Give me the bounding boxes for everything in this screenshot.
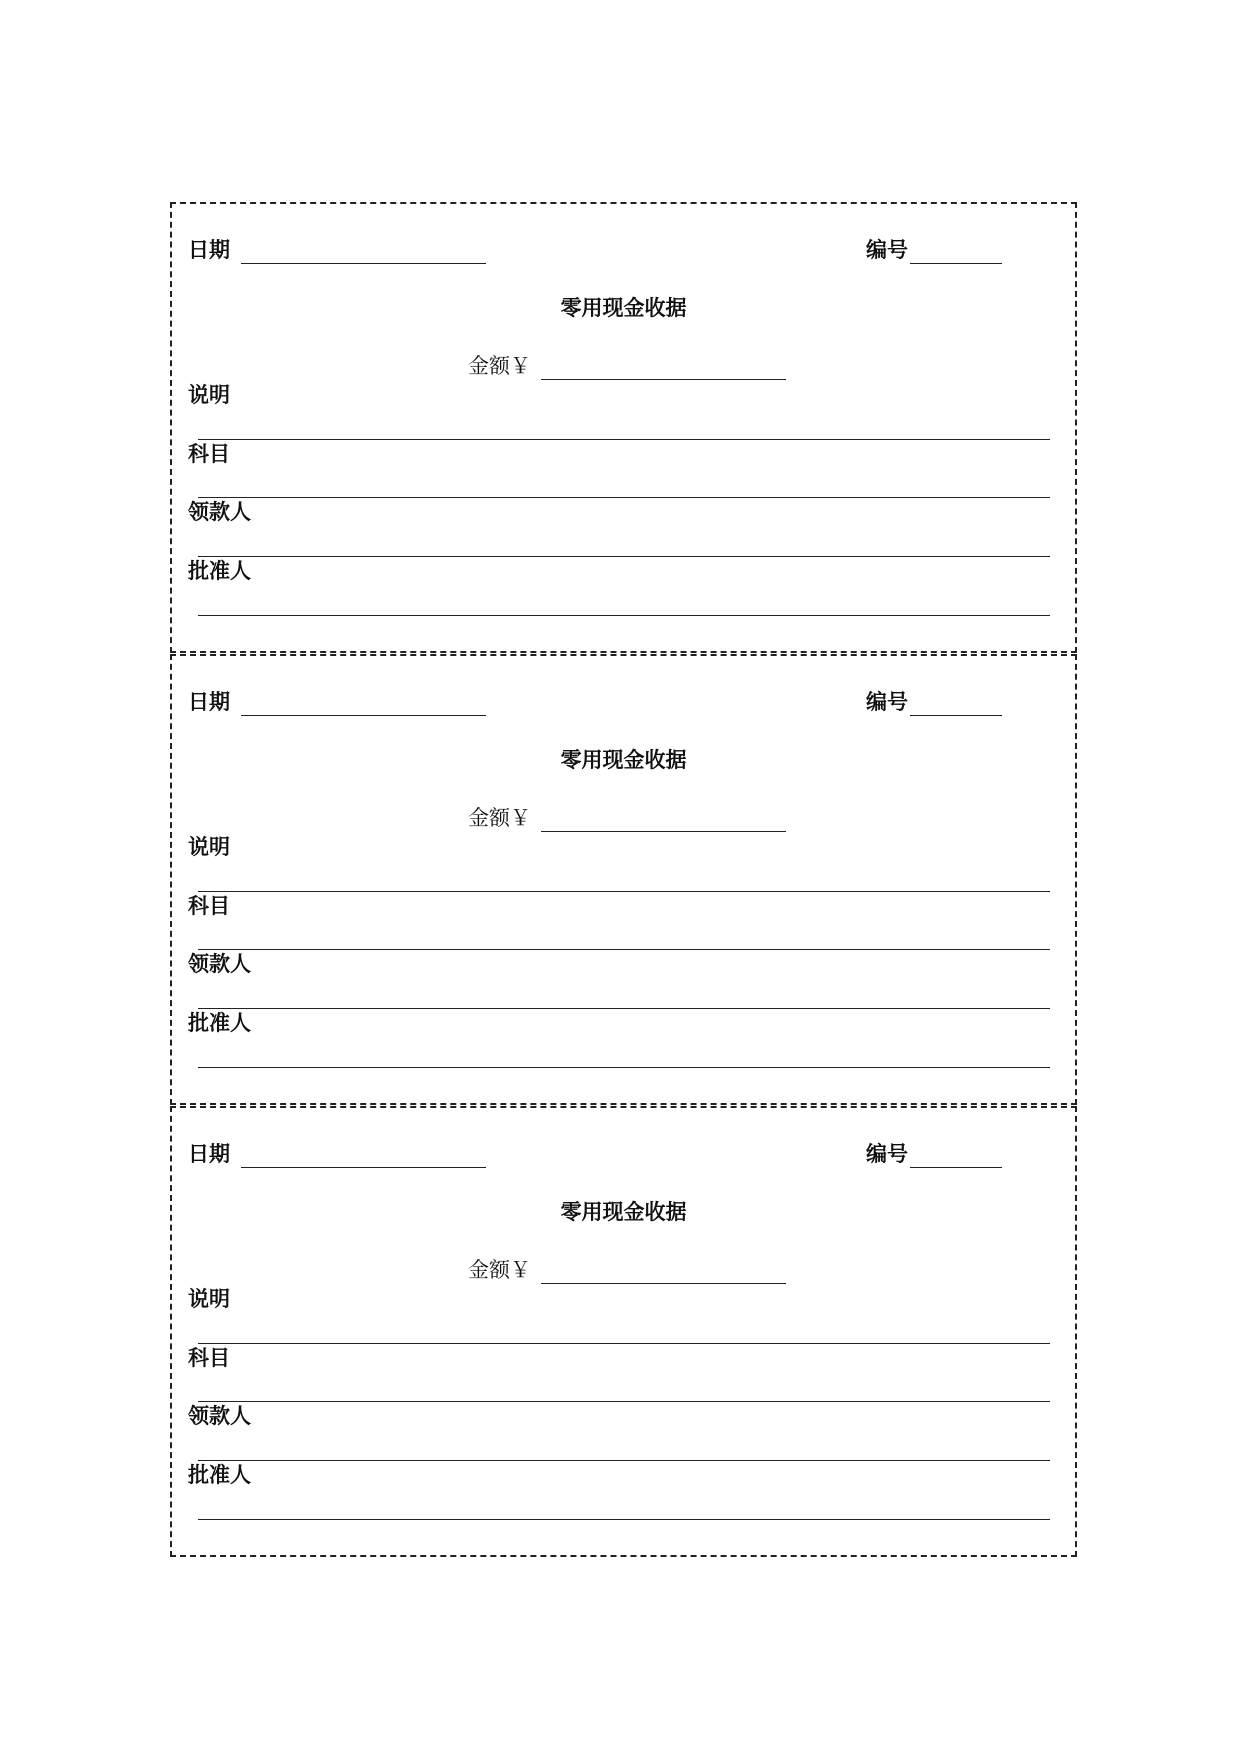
number-field-line[interactable]	[910, 263, 1002, 264]
amount-label: 金额￥	[468, 806, 531, 830]
date-label: 日期	[188, 690, 230, 714]
account-field-line[interactable]	[198, 949, 1050, 950]
approver-field-line[interactable]	[198, 1067, 1050, 1068]
date-field-line[interactable]	[241, 715, 486, 716]
date-label: 日期	[188, 1142, 230, 1166]
number-label: 编号	[866, 238, 908, 262]
payee-field-line[interactable]	[198, 1460, 1050, 1461]
payee-field-line[interactable]	[198, 1008, 1050, 1009]
description-field-line[interactable]	[198, 439, 1050, 440]
account-label: 科目	[188, 442, 230, 466]
account-field-line[interactable]	[198, 497, 1050, 498]
payee-label: 领款人	[188, 500, 251, 524]
receipt-title: 零用现金收据	[560, 1200, 687, 1224]
payee-field-line[interactable]	[198, 556, 1050, 557]
receipt-title: 零用现金收据	[560, 296, 687, 320]
amount-label: 金额￥	[468, 354, 531, 378]
payee-label: 领款人	[188, 952, 251, 976]
description-label: 说明	[188, 835, 230, 859]
payee-label: 领款人	[188, 1404, 251, 1428]
receipt-title: 零用现金收据	[560, 748, 687, 772]
approver-field-line[interactable]	[198, 1519, 1050, 1520]
date-field-line[interactable]	[241, 263, 486, 264]
approver-label: 批准人	[188, 559, 251, 583]
description-field-line[interactable]	[198, 891, 1050, 892]
approver-field-line[interactable]	[198, 615, 1050, 616]
approver-label: 批准人	[188, 1011, 251, 1035]
date-field-line[interactable]	[241, 1167, 486, 1168]
number-field-line[interactable]	[910, 1167, 1002, 1168]
description-label: 说明	[188, 1287, 230, 1311]
account-label: 科目	[188, 894, 230, 918]
amount-field-line[interactable]	[541, 1283, 786, 1284]
petty-cash-receipt	[170, 654, 1077, 1105]
petty-cash-receipt	[170, 202, 1077, 653]
petty-cash-receipt	[170, 1106, 1077, 1557]
number-field-line[interactable]	[910, 715, 1002, 716]
number-label: 编号	[866, 690, 908, 714]
amount-field-line[interactable]	[541, 831, 786, 832]
description-label: 说明	[188, 383, 230, 407]
amount-field-line[interactable]	[541, 379, 786, 380]
date-label: 日期	[188, 238, 230, 262]
description-field-line[interactable]	[198, 1343, 1050, 1344]
number-label: 编号	[866, 1142, 908, 1166]
approver-label: 批准人	[188, 1463, 251, 1487]
account-label: 科目	[188, 1346, 230, 1370]
amount-label: 金额￥	[468, 1258, 531, 1282]
account-field-line[interactable]	[198, 1401, 1050, 1402]
